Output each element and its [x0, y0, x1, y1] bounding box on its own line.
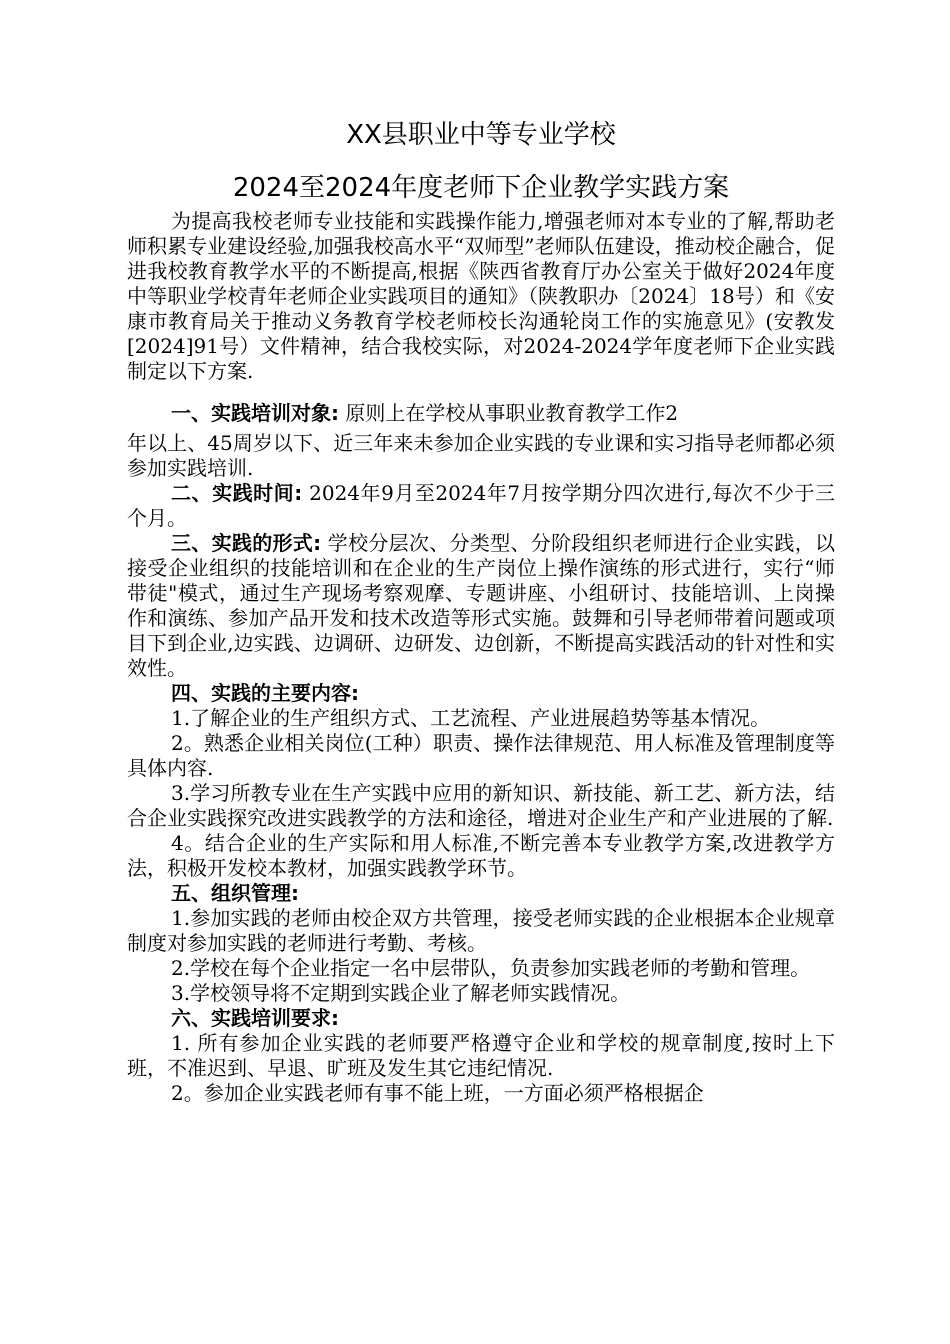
section-5-item: 1.参加实践的老师由校企双方共管理，接受老师实践的企业根据本企业规章制度对参加实践的老师进行考勤、考核。 — [127, 906, 835, 955]
section-5-heading-line — [127, 881, 835, 906]
section-6-heading-line — [127, 1006, 835, 1031]
section-6-heading: 六、实践培训要求: — [171, 1006, 339, 1030]
section-4-item: 2。熟悉企业相关岗位(工种）职责、操作法律规范、用人标准及管理制度等具体内容. — [127, 731, 835, 780]
section-1-paragraph — [127, 396, 835, 431]
section-4-item: 1.了解企业的生产组织方式、工艺流程、产业进展趋势等基本情况。 — [171, 706, 771, 730]
section-3-text: 学校分层次、分类型、分阶段组织老师进行企业实践，以接受企业组织的技能培训和在企业的生产岗位上操作演练的形式进行，实行“师带徒"模式，通过生产现场考察观摩、专题讲座、小组研讨、技能培训、上岗操作和演练、参加产品开发和技术改造等形式实施。鼓舞和引导老师带着问题或项目下到企业,边实践、边调研、边研发、边创新，不断提高实践活动的针对性和实效性。 — [127, 531, 836, 680]
section-5-heading: 五、组织管理: — [171, 881, 299, 905]
section-4-heading-line — [127, 681, 835, 706]
section-6-item: 2。参加企业实践老师有事不能上班，一方面必须严格根据企 — [171, 1081, 704, 1105]
section-6-item: 1. 所有参加企业实践的老师要严格遵守企业和学校的规章制度,按时上下班，不准迟到、早退、旷班及发生其它违纪情况. — [127, 1031, 835, 1080]
section-5-item: 3.学校领导将不定期到实践企业了解老师实践情况。 — [171, 981, 631, 1005]
section-4-item: 4。结合企业的生产实际和用人标准,不断完善本专业教学方案,改进教学方法，积极开发校本教材，加强实践教学环节。 — [127, 831, 835, 880]
section-1-continuation: 年以上、45周岁以下、近三年来未参加企业实践的专业课和实习指导老师都必须参加实践培训. — [127, 431, 835, 480]
section-1-text: 原则上在学校从事职业教育教学工作2 — [345, 401, 679, 425]
section-4-item: 3.学习所教专业在生产实践中应用的新知识、新技能、新工艺、新方法，结合企业实践探究改进实践教学的方法和途径，增进对企业生产和产业进展的了解. — [127, 781, 835, 830]
document-page — [127, 118, 835, 1106]
section-1-heading: 一、实践培训对象: — [171, 401, 339, 425]
section-3-heading: 三、实践的形式: — [171, 531, 322, 555]
intro-paragraph: 为提高我校老师专业技能和实践操作能力,增强老师对本专业的了解,帮助老师积累专业建设经验,加强我校高水平“双师型”老师队伍建设，推动校企融合，促进我校教育教学水平的不断提高,根据《陕西省教育厅办公室关于做好2024年度中等职业学校青年老师企业实践项目的通知》（陕教职办〔2024〕18号）和《安康市教育局关于推动义务教育学校老师校长沟通轮岗工作的实施意见》(安教发[2024]91号）文件精神，结合我校实际，对2024-2024学年度老师下企业实践制定以下方案. — [127, 209, 835, 383]
section-2-text: 2024年9月至2024年7月按学期分四次进行,每次不少于三个月。 — [127, 481, 836, 530]
section-4-heading: 四、实践的主要内容: — [171, 681, 359, 705]
section-3-paragraph — [127, 531, 835, 681]
document-title-plan: 2024至2024年度老师下企业教学实践方案 — [232, 173, 730, 203]
section-2-heading: 二、实践时间: — [171, 481, 303, 505]
section-2-paragraph — [127, 481, 835, 531]
section-5-item: 2.学校在每个企业指定一名中层带队，负责参加实践老师的考勤和管理。 — [171, 956, 811, 980]
document-title-school: XX县职业中等专业学校 — [346, 120, 616, 150]
